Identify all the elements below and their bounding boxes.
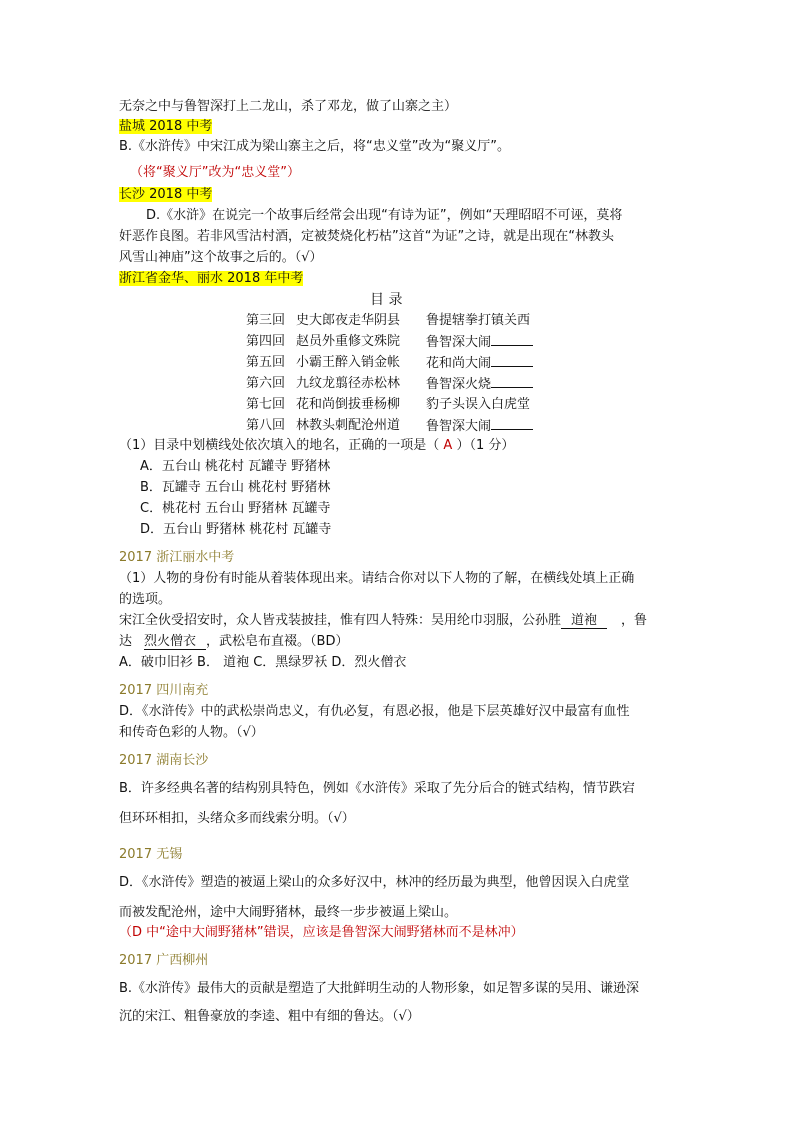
text-line: B.《水浒传》中宋江成为梁山寨主之后，将“忠义堂”改为“聚义厅”。 (119, 139, 510, 154)
text-line: 沉的宋江、粗鲁豪放的李逵、粗中有细的鲁达。（√） (119, 1009, 420, 1024)
source-tag: 长沙 2018 中考 (119, 187, 213, 202)
fill-blank (491, 331, 533, 346)
option: D．五台山 野猪林 桃花村 瓦罐寺 (140, 522, 332, 537)
fill-blank (491, 415, 533, 430)
toc-row: 第六回 九纹龙翦径赤松林 鲁智深火烧 (246, 373, 546, 394)
text-line: 无奈之中与鲁智深打上二龙山，杀了邓龙，做了山寨之主） (119, 99, 458, 114)
text-line: 的选项。 (119, 592, 172, 607)
source-tag: 2017 浙江丽水中考 (119, 550, 235, 565)
text-line: 而被发配沧州，途中大闹野猪林，最终一步步被逼上梁山。 (119, 905, 458, 920)
toc-title: 目 录 (370, 292, 403, 308)
toc-row: 第七回 花和尚倒拔垂杨柳 豹子头误入白虎堂 (246, 397, 531, 412)
text-line: B．许多经典名著的结构别具特色，例如《水浒传》采取了先分后合的链式结构，情节跌宕 (119, 781, 635, 796)
fill-blank (491, 373, 533, 388)
answer: A (443, 438, 453, 453)
question-stem: （1）目录中划横线处依次填入的地名，正确的一项是（ A ）（1 分） (119, 438, 515, 453)
option: C．桃花村 五台山 野猪林 瓦罐寺 (140, 501, 331, 516)
text-line: （1）人物的身份有时能从着装体现出来。请结合你对以下人物的了解，在横线处填上正确 (119, 571, 635, 586)
text-line: 但环环相扣，头绪众多而线索分明。（√） (119, 811, 355, 826)
text-line: 达 烈火僧衣 ，武松皂布直裰。（BD） (119, 634, 349, 649)
text-line: 和传奇色彩的人物。（√） (119, 725, 264, 740)
toc-row: 第五回 小霸王醉入销金帐 花和尚大闹 (246, 352, 546, 373)
text-line: D．《水浒传》中的武松崇尚忠义，有仇必复，有恩必报，他是下层英雄好汉中最富有血性 (119, 704, 630, 719)
toc-row: 第三回 史大郎夜走华阴县 鲁提辖拳打镇关西 (246, 313, 531, 328)
option: B．瓦罐寺 五台山 桃花村 野猪林 (140, 480, 331, 495)
source-tag: 2017 无锡 (119, 847, 183, 862)
toc-row: 第八回 林教头刺配沧州道 鲁智深大闹 (246, 415, 546, 436)
source-tag: 2017 四川南充 (119, 683, 209, 698)
text-line: D.《水浒》在说完一个故事后经常会出现“有诗为证”，例如“天理昭昭不可诬，莫将 (146, 208, 623, 223)
fill-blank (491, 352, 533, 367)
text-line: 宋江全伙受招安时，众人皆戎装披挂，惟有四人特殊：吴用纶巾羽服，公孙胜 道袍 ，鲁 (119, 613, 648, 628)
toc-row: 第四回 赵员外重修文殊院 鲁智深大闹 (246, 331, 546, 352)
text-line: D．《水浒传》塑造的被逼上梁山的众多好汉中，林冲的经历最为典型，他曾因误入白虎堂 (119, 875, 630, 890)
toc-table (246, 310, 546, 436)
source-tag: 盐城 2018 中考 (119, 119, 213, 134)
source-tag: 2017 广西柳州 (119, 953, 209, 968)
answer-note: （将“聚义厅”改为“忠义堂”） (130, 165, 300, 180)
source-tag: 浙江省金华、丽水 2018 年中考 (119, 271, 304, 286)
option: A．五台山 桃花村 瓦罐寺 野猪林 (140, 459, 331, 474)
text-line: B.《水浒传》最伟大的贡献是塑造了大批鲜明生动的人物形象，如足智多谋的吴用、谦逊深 (119, 981, 640, 996)
text-line: 风雪山神庙”这个故事之后的。（√） (119, 250, 323, 265)
option-row: A．破巾旧衫 B． 道袍 C．黑绿罗袄 D．烈火僧衣 (119, 655, 407, 670)
answer-note: （D 中“途中大闹野猪林”错误，应该是鲁智深大闹野猪林而不是林冲） (119, 925, 524, 940)
source-tag: 2017 湖南长沙 (119, 753, 209, 768)
text-line: 奸恶作良图。若非风雪沽村酒，定被焚烧化朽枯”这首“为证”之诗，就是出现在“林教头 (119, 229, 614, 244)
